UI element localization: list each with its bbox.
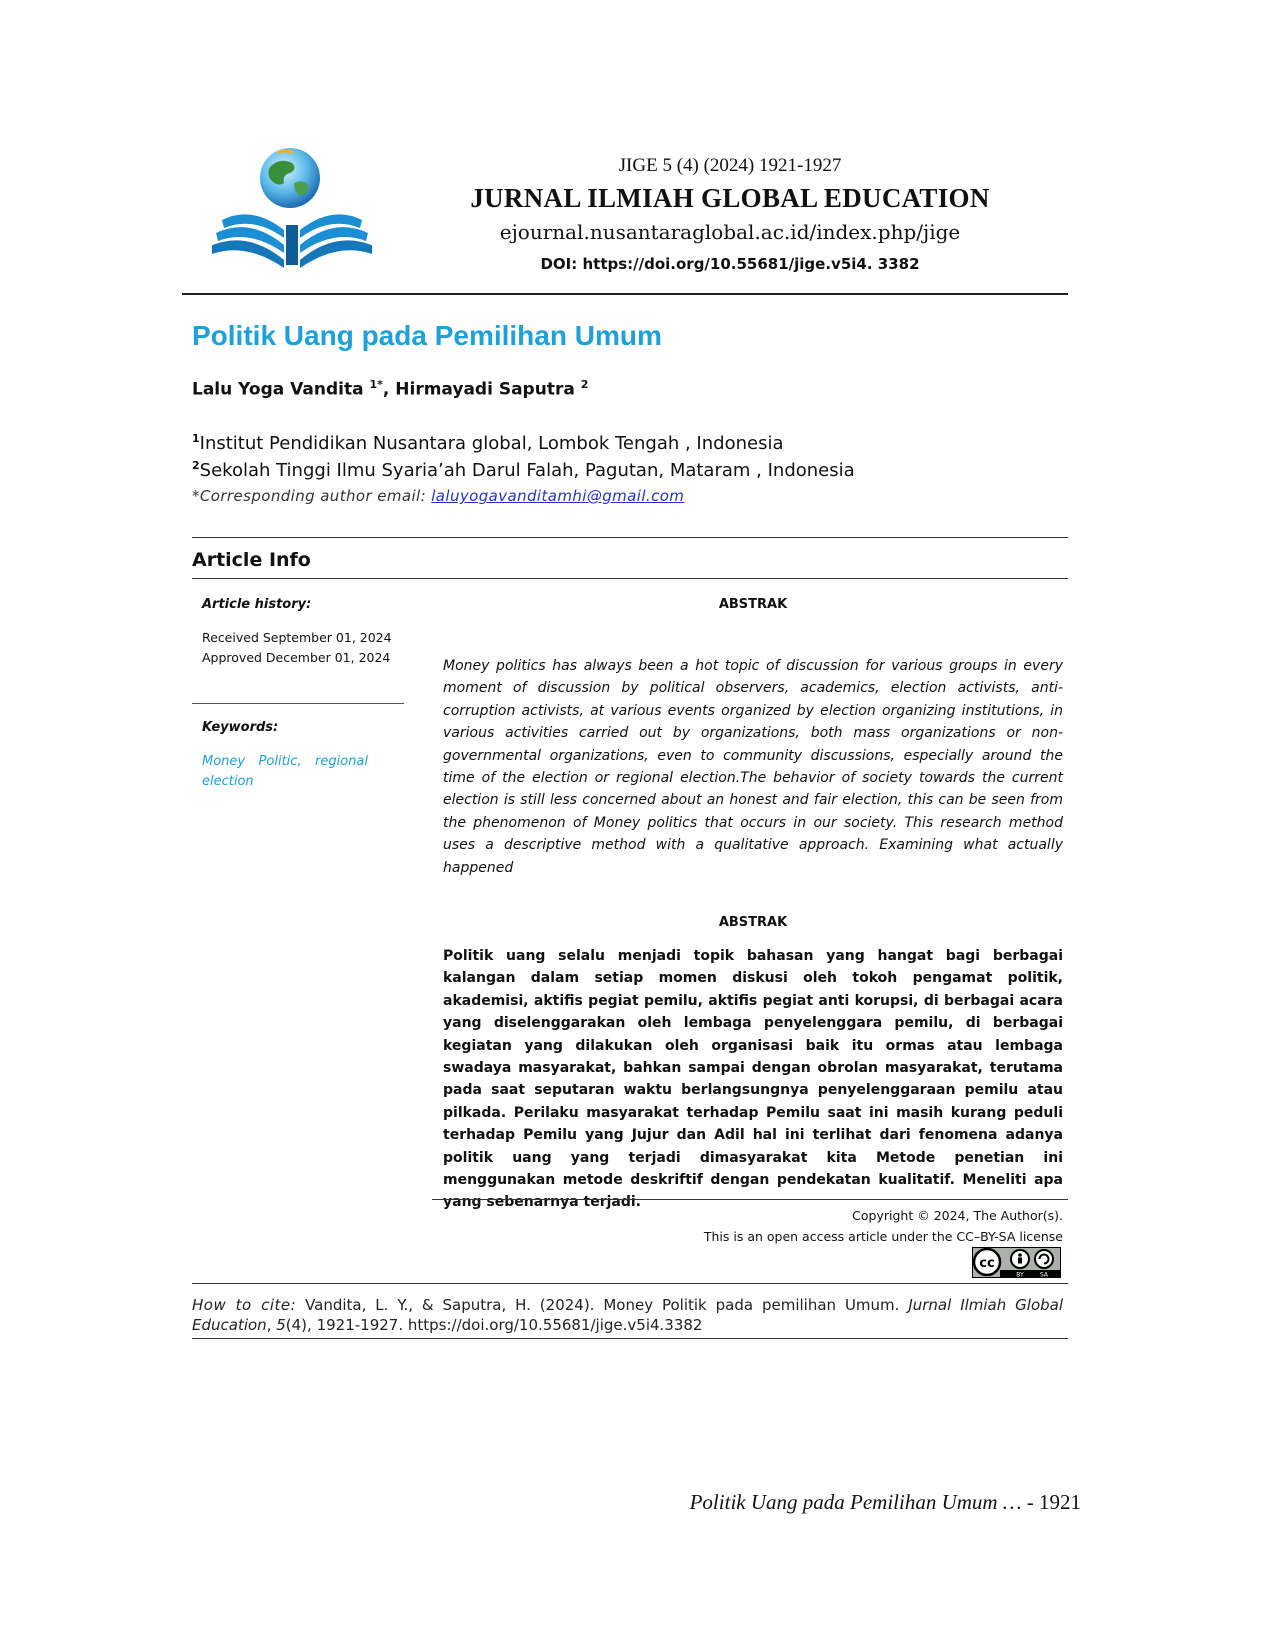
keywords-label: Keywords: bbox=[202, 720, 279, 735]
abstract-heading: ABSTRAK bbox=[718, 915, 788, 930]
journal-doi[interactable]: DOI: https://doi.org/10.55681/jige.v5i4. 3382 bbox=[540, 255, 920, 273]
divider bbox=[192, 1338, 1068, 1339]
approved-date: Approved December 01, 2024 bbox=[202, 650, 391, 665]
abstract-english: Money politics has always been a hot topic of discussion for various groups in every moment of discussion by political observers, academics, election activists, anti-corruption activists, at various events organized by election organizing institutions, in various activities carried out by organizations, both mass organizations or non-governmental organizations, even to community discussions, especially around the time of the election or regional election.The behavior of society towards the current election is still less concerned about an honest and fair election, this can be seen from the phenomenon of Money politics that occurs in our society. This research method uses a descriptive method with a qualitative approach. Examining what actually happened bbox=[443, 658, 1063, 876]
citation-journal: Jurnal Ilmiah Global Education bbox=[192, 1296, 1064, 1334]
article-title: Politik Uang pada Pemilihan Umum bbox=[192, 320, 662, 351]
article-info-heading: Article Info bbox=[192, 549, 311, 571]
author-name: Lalu Yoga Vandita bbox=[192, 379, 364, 400]
cc-by-sa-badge-icon[interactable] bbox=[972, 1247, 1061, 1278]
article-history-label: Article history: bbox=[202, 597, 312, 612]
keywords-list: Money Politic, regional election bbox=[202, 754, 368, 789]
affiliation-number: 1 bbox=[192, 432, 200, 445]
journal-url[interactable]: ejournal.nusantaraglobal.ac.id/index.php/jige bbox=[499, 220, 961, 244]
svg-text:cc: cc bbox=[979, 1256, 995, 1271]
affiliation-text: Sekolah Tinggi Ilmu Syaria’ah Darul Falah, Pagutan, Mataram , Indonesia bbox=[199, 460, 855, 481]
affiliation bbox=[192, 432, 783, 454]
page-footer bbox=[690, 1490, 1081, 1515]
license-statement: This is an open access article under the CC–BY-SA license bbox=[703, 1229, 1063, 1244]
citation-text: (4), 1921-1927. https://doi.org/10.55681/jige.v5i4.3382 bbox=[285, 1316, 703, 1334]
copyright-notice: Copyright © 2024, The Author(s). bbox=[852, 1208, 1063, 1223]
footer-separator: - bbox=[1021, 1490, 1039, 1514]
author-superscript: 1* bbox=[369, 378, 383, 391]
page-number: 1921 bbox=[1039, 1490, 1081, 1514]
divider bbox=[192, 537, 1068, 538]
abstract-indonesian: Politik uang selalu menjadi topik bahasan yang hangat bagi berbagai kalangan dalam setiap momen diskusi oleh tokoh pengamat politik, akademisi, aktifis pegiat pemilu, aktifis pegiat anti korupsi, di berbagai acara yang diselenggarakan oleh lembaga penyelenggara pemilu, di berbagai kegiatan yang dilakukan oleh organisasi baik itu ormas atau lembaga swadaya masyarakat, bahkan sampai dengan obrolan masyarakat, terutama pada saat seputaran waktu berlangsungnya penyelenggaraan pemilu atau pilkada. Perilaku masyarakat terhadap Pemilu saat ini masih kurang peduli terhadap Pemilu yang Jujur dan Adil hal ini terlihat dari fenomena adanya politik uang yang terjadi dimasyarakat kita Metode penetian ini menggunakan metode deskriftif dengan pendekatan kualitatif. Meneliti apa yang sebenarnya terjadi. bbox=[443, 948, 1063, 1211]
divider bbox=[192, 703, 404, 704]
author-name: Hirmayadi Saputra bbox=[395, 379, 575, 400]
journal-logo-icon bbox=[212, 145, 372, 270]
svg-text:BY: BY bbox=[1016, 1271, 1024, 1278]
svg-text:SA: SA bbox=[1039, 1271, 1049, 1278]
citation-text: , bbox=[266, 1316, 277, 1334]
how-to-cite-label: How to cite: bbox=[192, 1296, 297, 1314]
journal-name: JURNAL ILMIAH GLOBAL EDUCATION bbox=[470, 183, 990, 213]
citation-volume: 5 bbox=[276, 1316, 286, 1334]
affiliation-text: Institut Pendidikan Nusantara global, Lombok Tengah , Indonesia bbox=[199, 433, 784, 454]
author-superscript: 2 bbox=[580, 378, 589, 391]
author-list bbox=[192, 378, 588, 400]
divider bbox=[192, 1283, 1068, 1284]
how-to-cite bbox=[192, 1295, 1063, 1335]
received-date: Received September 01, 2024 bbox=[202, 630, 392, 645]
affiliation-number: 2 bbox=[192, 459, 200, 472]
abstract-heading: ABSTRAK bbox=[718, 597, 788, 612]
corresponding-email-link[interactable]: laluyogavanditamhi@gmail.com bbox=[431, 487, 685, 505]
affiliation bbox=[192, 459, 855, 481]
journal-issue: JIGE 5 (4) (2024) 1921-1927 bbox=[618, 155, 842, 176]
divider bbox=[432, 1199, 1068, 1200]
running-title: Politik Uang pada Pemilihan Umum … bbox=[689, 1490, 1022, 1514]
corresponding-label: *Corresponding author email: bbox=[192, 487, 427, 505]
divider bbox=[192, 578, 1068, 579]
corresponding-author bbox=[192, 487, 684, 505]
citation-text: Vandita, L. Y., & Saputra, H. (2024). Money Politik pada pemilihan Umum. bbox=[296, 1296, 909, 1314]
header-divider bbox=[182, 293, 1068, 295]
author-separator: , bbox=[382, 379, 396, 400]
